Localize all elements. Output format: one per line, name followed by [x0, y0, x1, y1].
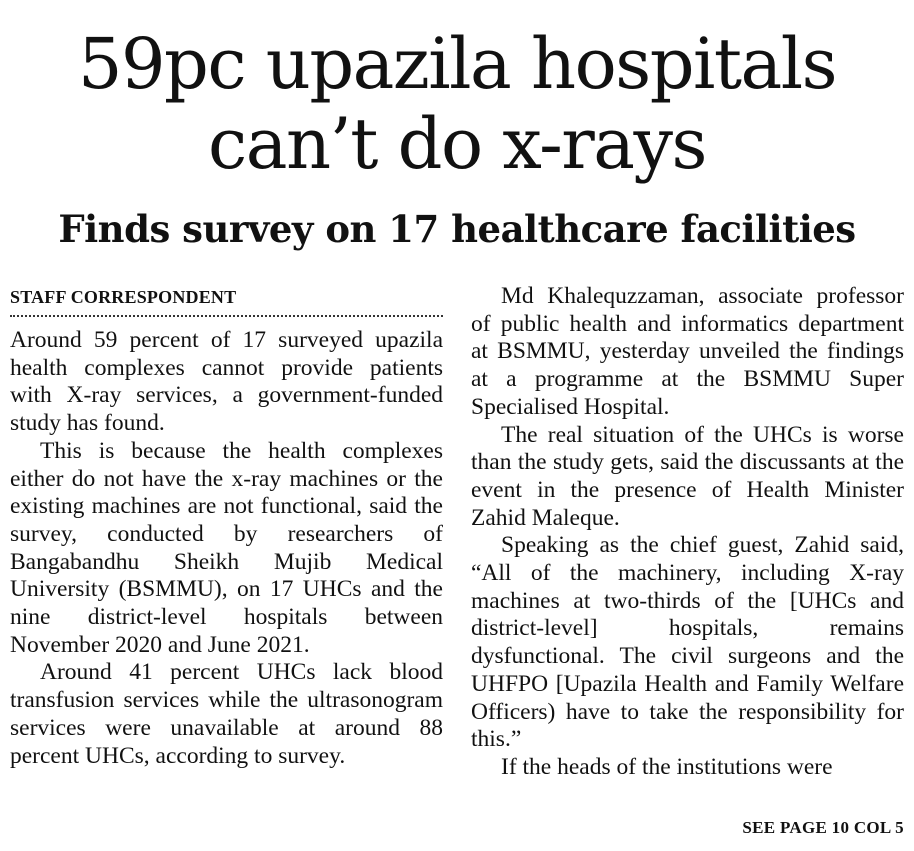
paragraph: The real situation of the UHCs is worse than the study gets, said the discussants at the event in the presence of Health Minister Zahid Maleque. [471, 421, 904, 531]
article-column-right [471, 283, 904, 782]
paragraph: This is because the health complexes either do not have the x-ray machines or the existing machines are not functional, said the survey, conducted by researchers of Bangabandhu Sheikh Mujib Medical University (BSMMU), on 17 UHCs and the nine district-level hospitals between November 2020 and June 2021. [10, 437, 443, 658]
paragraph: Md Khalequzzaman, associate professor of public health and informatics department at BSMMU, yesterday unveiled the findings at a programme at the BSMMU Super Specialised Hospital. [471, 283, 904, 420]
headline-line-1: 59pc upazila hospitals [77, 23, 837, 105]
article-column-left [10, 283, 443, 770]
subheadline: Finds survey on 17 healthcare facilities [58, 207, 856, 251]
headline-line-2: can’t do x-rays [208, 103, 706, 185]
paragraph: If the heads of the institutions were [501, 753, 833, 780]
paragraph: Around 41 percent UHCs lack blood transfusion services while the ultrasonogram services were unavailable at around 88 percent UHCs, according to survey. [10, 659, 443, 769]
byline-divider [10, 315, 443, 317]
paragraph: Speaking as the chief guest, Zahid said, “All of the machinery, including X-ray machines at two-thirds of the [UHCs and district-level] hospitals, remains dysfunctional. The civil surgeons and the UHFPO [Upazila Health and Family Welfare Officers) have to take the responsibility for this.” [471, 532, 904, 753]
byline: STAFF CORRESPONDENT [10, 287, 237, 307]
continuation-jump: SEE PAGE 10 COL 5 [742, 818, 904, 837]
headline [0, 24, 914, 184]
paragraph: Around 59 percent of 17 surveyed upazila health complexes cannot provide patients with X-ray services, a government-funded study has found. [10, 327, 443, 437]
